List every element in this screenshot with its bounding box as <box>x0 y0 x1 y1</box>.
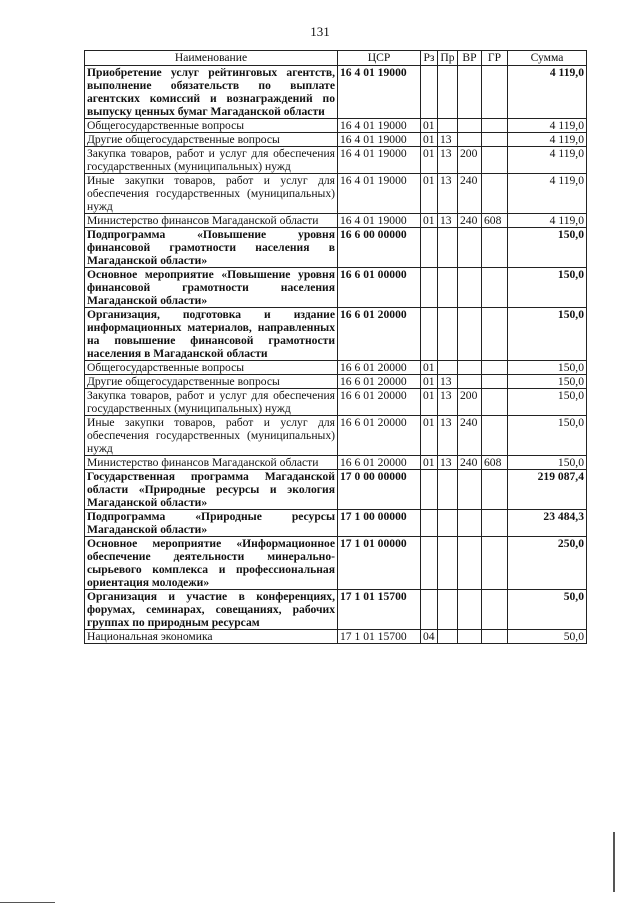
cell-rz <box>421 66 438 119</box>
cell-name: Общегосударственные вопросы <box>85 361 338 375</box>
cell-csr: 16 4 01 19000 <box>338 147 421 174</box>
table-row <box>85 456 587 470</box>
cell-gr <box>482 308 508 361</box>
cell-vr <box>458 308 482 361</box>
cell-sum: 4 119,0 <box>508 214 587 228</box>
cell-gr <box>482 228 508 268</box>
cell-pr: 13 <box>438 456 458 470</box>
cell-rz: 01 <box>421 119 438 133</box>
header-rz: Рз <box>421 51 438 66</box>
cell-sum: 4 119,0 <box>508 119 587 133</box>
cell-vr <box>458 630 482 644</box>
footer-rule <box>0 902 55 903</box>
cell-gr <box>482 174 508 214</box>
cell-rz: 01 <box>421 361 438 375</box>
cell-csr: 17 1 01 15700 <box>338 590 421 630</box>
table-row <box>85 228 587 268</box>
table-row <box>85 510 587 537</box>
cell-name: Основное мероприятие «Повышение уровня финансовой грамотности населения Магаданской области» <box>85 268 338 308</box>
cell-rz: 01 <box>421 174 438 214</box>
table-body <box>85 66 587 644</box>
cell-gr <box>482 590 508 630</box>
cell-pr <box>438 470 458 510</box>
header-pr: Пр <box>438 51 458 66</box>
cell-name: Министерство финансов Магаданской области <box>85 214 338 228</box>
header-csr: ЦСР <box>338 51 421 66</box>
cell-rz <box>421 510 438 537</box>
cell-pr <box>438 268 458 308</box>
cell-name: Закупка товаров, работ и услуг для обеспечения государственных (муниципальных) нужд <box>85 147 338 174</box>
cell-name: Основное мероприятие «Информационное обеспечение деятельности минерально-сырьевого комплекса и профессиональная ориентация молодежи» <box>85 537 338 590</box>
cell-rz: 01 <box>421 214 438 228</box>
cell-vr <box>458 361 482 375</box>
cell-csr: 16 6 01 20000 <box>338 456 421 470</box>
cell-pr <box>438 308 458 361</box>
cell-vr: 200 <box>458 389 482 416</box>
cell-name: Национальная экономика <box>85 630 338 644</box>
cell-gr <box>482 268 508 308</box>
cell-sum: 23 484,3 <box>508 510 587 537</box>
cell-rz: 01 <box>421 456 438 470</box>
cell-sum: 4 119,0 <box>508 174 587 214</box>
cell-gr <box>482 361 508 375</box>
cell-pr <box>438 228 458 268</box>
cell-pr <box>438 537 458 590</box>
table-row <box>85 470 587 510</box>
cell-csr: 16 4 01 19000 <box>338 133 421 147</box>
cell-rz <box>421 590 438 630</box>
cell-rz: 01 <box>421 133 438 147</box>
table-row <box>85 630 587 644</box>
cell-vr <box>458 119 482 133</box>
cell-pr <box>438 66 458 119</box>
header-sum: Сумма <box>508 51 587 66</box>
cell-rz: 01 <box>421 375 438 389</box>
table-row <box>85 308 587 361</box>
table-row <box>85 66 587 119</box>
cell-sum: 150,0 <box>508 389 587 416</box>
table-row <box>85 375 587 389</box>
cell-rz <box>421 228 438 268</box>
cell-sum: 250,0 <box>508 537 587 590</box>
cell-csr: 16 6 01 20000 <box>338 389 421 416</box>
cell-gr <box>482 470 508 510</box>
table-row <box>85 537 587 590</box>
cell-pr: 13 <box>438 389 458 416</box>
cell-vr: 240 <box>458 214 482 228</box>
header-vr: ВР <box>458 51 482 66</box>
cell-rz: 01 <box>421 416 438 456</box>
cell-rz <box>421 537 438 590</box>
cell-gr <box>482 630 508 644</box>
cell-sum: 50,0 <box>508 590 587 630</box>
cell-pr: 13 <box>438 147 458 174</box>
cell-name: Приобретение услуг рейтинговых агентств, выполнение обязательств по выплате агентских комиссий и вознаграждений по выпуску ценных бумаг Магаданской области <box>85 66 338 119</box>
cell-sum: 150,0 <box>508 375 587 389</box>
cell-pr <box>438 510 458 537</box>
cell-csr: 16 6 01 20000 <box>338 361 421 375</box>
cell-gr <box>482 66 508 119</box>
cell-sum: 150,0 <box>508 268 587 308</box>
cell-vr <box>458 537 482 590</box>
cell-csr: 17 1 01 15700 <box>338 630 421 644</box>
cell-name: Подпрограмма «Природные ресурсы Магаданской области» <box>85 510 338 537</box>
cell-gr <box>482 416 508 456</box>
cell-pr: 13 <box>438 416 458 456</box>
cell-pr: 13 <box>438 214 458 228</box>
cell-csr: 16 6 01 20000 <box>338 308 421 361</box>
cell-rz <box>421 308 438 361</box>
margin-rule <box>613 832 615 892</box>
table-row <box>85 119 587 133</box>
cell-rz: 01 <box>421 389 438 416</box>
cell-vr <box>458 375 482 389</box>
table-row <box>85 361 587 375</box>
cell-vr: 200 <box>458 147 482 174</box>
cell-name: Подпрограмма «Повышение уровня финансовой грамотности населения в Магаданской области» <box>85 228 338 268</box>
cell-vr: 240 <box>458 174 482 214</box>
table-header-row <box>85 51 587 66</box>
cell-rz: 01 <box>421 147 438 174</box>
cell-gr <box>482 133 508 147</box>
cell-pr: 13 <box>438 375 458 389</box>
cell-csr: 17 1 00 00000 <box>338 510 421 537</box>
cell-name: Государственная программа Магаданской области «Природные ресурсы и экология Магаданской области» <box>85 470 338 510</box>
cell-name: Общегосударственные вопросы <box>85 119 338 133</box>
cell-gr <box>482 375 508 389</box>
budget-table <box>84 50 587 644</box>
table-row <box>85 590 587 630</box>
cell-gr: 608 <box>482 214 508 228</box>
cell-name: Другие общегосударственные вопросы <box>85 375 338 389</box>
cell-name: Министерство финансов Магаданской области <box>85 456 338 470</box>
header-gr: ГР <box>482 51 508 66</box>
table-row <box>85 214 587 228</box>
cell-gr <box>482 510 508 537</box>
cell-sum: 150,0 <box>508 361 587 375</box>
cell-gr <box>482 147 508 174</box>
cell-gr <box>482 389 508 416</box>
cell-csr: 16 6 01 20000 <box>338 375 421 389</box>
cell-csr: 16 4 01 19000 <box>338 66 421 119</box>
cell-rz: 04 <box>421 630 438 644</box>
table-row <box>85 389 587 416</box>
header-name: Наименование <box>85 51 338 66</box>
cell-pr: 13 <box>438 174 458 214</box>
cell-vr <box>458 268 482 308</box>
cell-sum: 4 119,0 <box>508 147 587 174</box>
cell-name: Иные закупки товаров, работ и услуг для обеспечения государственных (муниципальных) нужд <box>85 416 338 456</box>
cell-vr: 240 <box>458 416 482 456</box>
cell-pr <box>438 361 458 375</box>
cell-vr <box>458 133 482 147</box>
cell-vr <box>458 228 482 268</box>
cell-rz <box>421 470 438 510</box>
table-row <box>85 268 587 308</box>
cell-csr: 16 4 01 19000 <box>338 214 421 228</box>
cell-csr: 16 4 01 19000 <box>338 174 421 214</box>
cell-sum: 50,0 <box>508 630 587 644</box>
cell-csr: 16 6 00 00000 <box>338 228 421 268</box>
cell-csr: 16 4 01 19000 <box>338 119 421 133</box>
cell-name: Другие общегосударственные вопросы <box>85 133 338 147</box>
cell-pr <box>438 630 458 644</box>
cell-sum: 4 119,0 <box>508 66 587 119</box>
cell-gr <box>482 537 508 590</box>
cell-sum: 219 087,4 <box>508 470 587 510</box>
table-row <box>85 174 587 214</box>
cell-pr <box>438 590 458 630</box>
cell-vr <box>458 590 482 630</box>
cell-gr <box>482 119 508 133</box>
cell-name: Организация, подготовка и издание информационных материалов, направленных на повышение финансовой грамотности населения в Магаданской области <box>85 308 338 361</box>
cell-name: Закупка товаров, работ и услуг для обеспечения государственных (муниципальных) нужд <box>85 389 338 416</box>
cell-sum: 150,0 <box>508 228 587 268</box>
cell-csr: 16 6 01 00000 <box>338 268 421 308</box>
cell-vr <box>458 66 482 119</box>
cell-pr: 13 <box>438 133 458 147</box>
cell-vr <box>458 470 482 510</box>
cell-gr: 608 <box>482 456 508 470</box>
table-row <box>85 133 587 147</box>
cell-vr <box>458 510 482 537</box>
cell-rz <box>421 268 438 308</box>
cell-csr: 16 6 01 20000 <box>338 416 421 456</box>
cell-pr <box>438 119 458 133</box>
cell-name: Организация и участие в конференциях, форумах, семинарах, совещаниях, рабочих группах по природным ресурсам <box>85 590 338 630</box>
cell-name: Иные закупки товаров, работ и услуг для обеспечения государственных (муниципальных) нужд <box>85 174 338 214</box>
table-row <box>85 416 587 456</box>
page-number: 131 <box>310 24 330 39</box>
cell-vr: 240 <box>458 456 482 470</box>
cell-sum: 150,0 <box>508 456 587 470</box>
cell-sum: 150,0 <box>508 416 587 456</box>
table-row <box>85 147 587 174</box>
cell-csr: 17 0 00 00000 <box>338 470 421 510</box>
cell-sum: 4 119,0 <box>508 133 587 147</box>
cell-sum: 150,0 <box>508 308 587 361</box>
cell-csr: 17 1 01 00000 <box>338 537 421 590</box>
